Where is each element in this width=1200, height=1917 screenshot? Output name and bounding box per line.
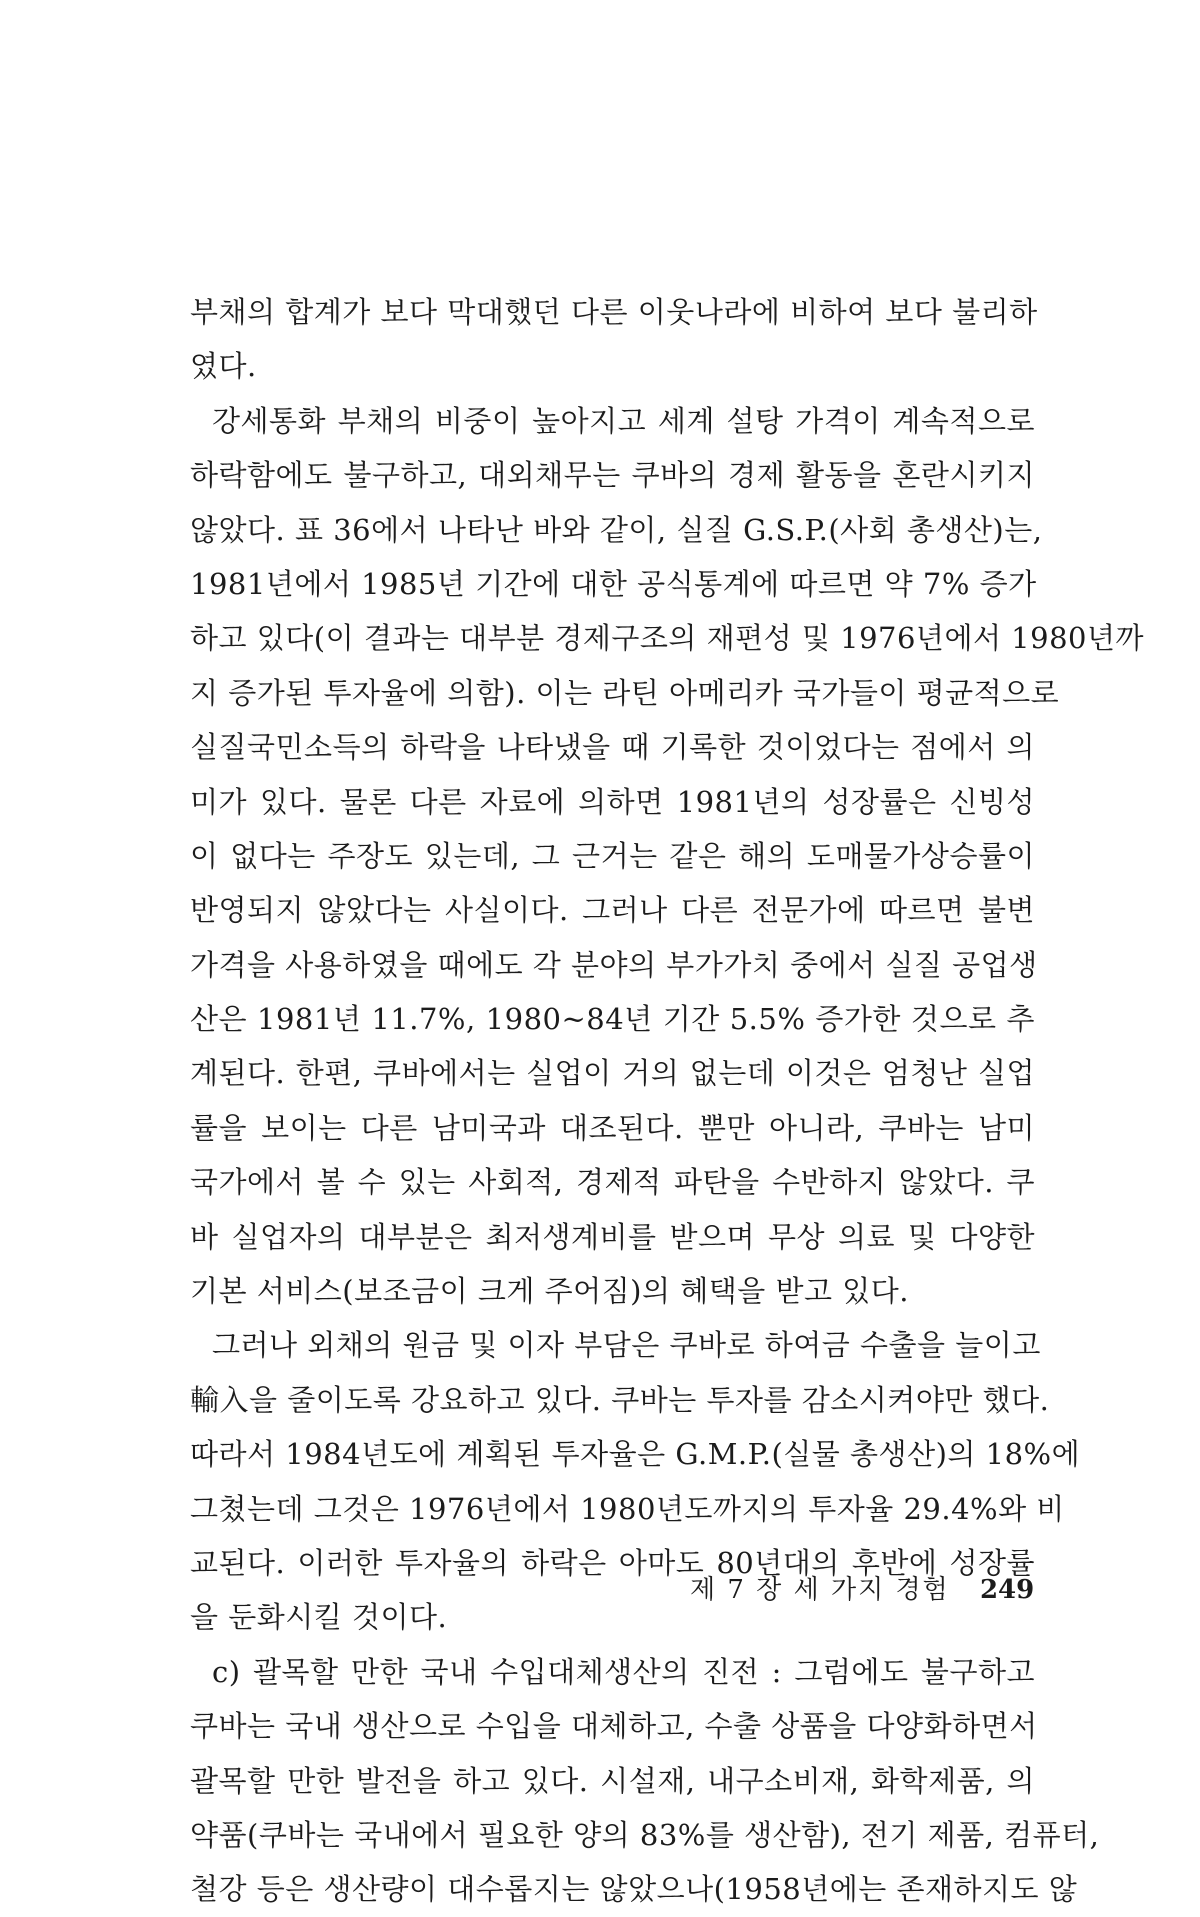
- text-line: 미가 있다. 물론 다른 자료에 의하면 1981년의 성장률은 신빙성: [190, 784, 1035, 819]
- text-line: 강세통화 부채의 비중이 높아지고 세계 설탕 가격이 계속적으로: [212, 403, 1035, 438]
- text-line: 교된다. 이러한 투자율의 하락은 아마도 80년대의 후반에 성장률: [190, 1545, 1035, 1580]
- text-line: 철강 등은 생산량이 대수롭지는 않았으나(1958년에는 존재하지도 않: [190, 1872, 1078, 1907]
- text-line: 괄목할 만한 발전을 하고 있다. 시설재, 내구소비재, 화학제품, 의: [190, 1763, 1035, 1798]
- text-line: 부채의 합계가 보다 막대했던 다른 이웃나라에 비하여 보다 불리하: [190, 295, 1038, 329]
- body-text: [190, 285, 1145, 1917]
- text-line: 따라서 1984년도에 계획된 투자율은 G.M.P.(실물 총생산)의 18%에: [190, 1437, 1081, 1472]
- text-line: 지 증가된 투자율에 의함). 이는 라틴 아메리카 국가들이 평균적으로: [190, 675, 1060, 710]
- text-line: 않았다. 표 36에서 나타난 바와 같이, 실질 G.S.P.(사회 총생산)는,: [190, 512, 1043, 547]
- text-line: 기본 서비스(보조금이 크게 주어짐)의 혜택을 받고 있다.: [190, 1274, 909, 1309]
- running-footer: [690, 1570, 1035, 1610]
- text-line: 그러나 외채의 원금 및 이자 부담은 쿠바로 하여금 수출을 늘이고: [212, 1328, 1041, 1363]
- text-line: 쿠바는 국내 생산으로 수입을 대체하고, 수출 상품을 다양화하면서: [190, 1709, 1038, 1744]
- text-line: c) 괄목할 만한 국내 수입대체생산의 진전 : 그럼에도 불구하고: [212, 1654, 1035, 1689]
- text-line: 하고 있다(이 결과는 대부분 경제구조의 재편성 및 1976년에서 1980년까: [190, 621, 1145, 656]
- text-line: 률을 보이는 다른 남미국과 대조된다. 뿐만 아니라, 쿠바는 남미: [190, 1110, 1035, 1145]
- text-line: 하락함에도 불구하고, 대외채무는 쿠바의 경제 활동을 혼란시키지: [190, 458, 1035, 493]
- text-line: 1981년에서 1985년 기간에 대한 공식통계에 따르면 약 7% 증가: [190, 566, 1037, 601]
- text-line: 그쳤는데 그것은 1976년에서 1980년도까지의 투자율 29.4%와 비: [190, 1491, 1065, 1526]
- text-line: 輸入을 줄이도록 강요하고 있다. 쿠바는 투자를 감소시켜야만 했다.: [190, 1382, 1050, 1417]
- text-line: 실질국민소득의 하락을 나타냈을 때 기록한 것이었다는 점에서 의: [190, 730, 1035, 765]
- text-line: 이 없다는 주장도 있는데, 그 근거는 같은 해의 도매물가상승률이: [190, 838, 1035, 873]
- text-line: 국가에서 볼 수 있는 사회적, 경제적 파탄을 수반하지 않았다. 쿠: [190, 1165, 1035, 1200]
- text-line: 가격을 사용하였을 때에도 각 분야의 부가가치 중에서 실질 공업생: [190, 947, 1038, 982]
- text-line: 을 둔화시킬 것이다.: [190, 1600, 448, 1635]
- text-line: 였다.: [190, 349, 257, 384]
- text-line: 반영되지 않았다는 사실이다. 그러나 다른 전문가에 따르면 불변: [190, 893, 1035, 928]
- text-line: 바 실업자의 대부분은 최저생계비를 받으며 무상 의료 및 다양한: [190, 1219, 1035, 1254]
- text-line: 산은 1981년 11.7%, 1980~84년 기간 5.5% 증가한 것으로 추: [190, 1002, 1035, 1037]
- chapter-label: 제 7 장 세 가지 경험: [690, 1575, 950, 1605]
- text-line: 계된다. 한편, 쿠바에서는 실업이 거의 없는데 이것은 엄청난 실업: [190, 1056, 1035, 1091]
- text-line: 약품(쿠바는 국내에서 필요한 양의 83%를 생산함), 전기 제품, 컴퓨터,: [190, 1817, 1100, 1852]
- page-number: 249: [979, 1575, 1035, 1605]
